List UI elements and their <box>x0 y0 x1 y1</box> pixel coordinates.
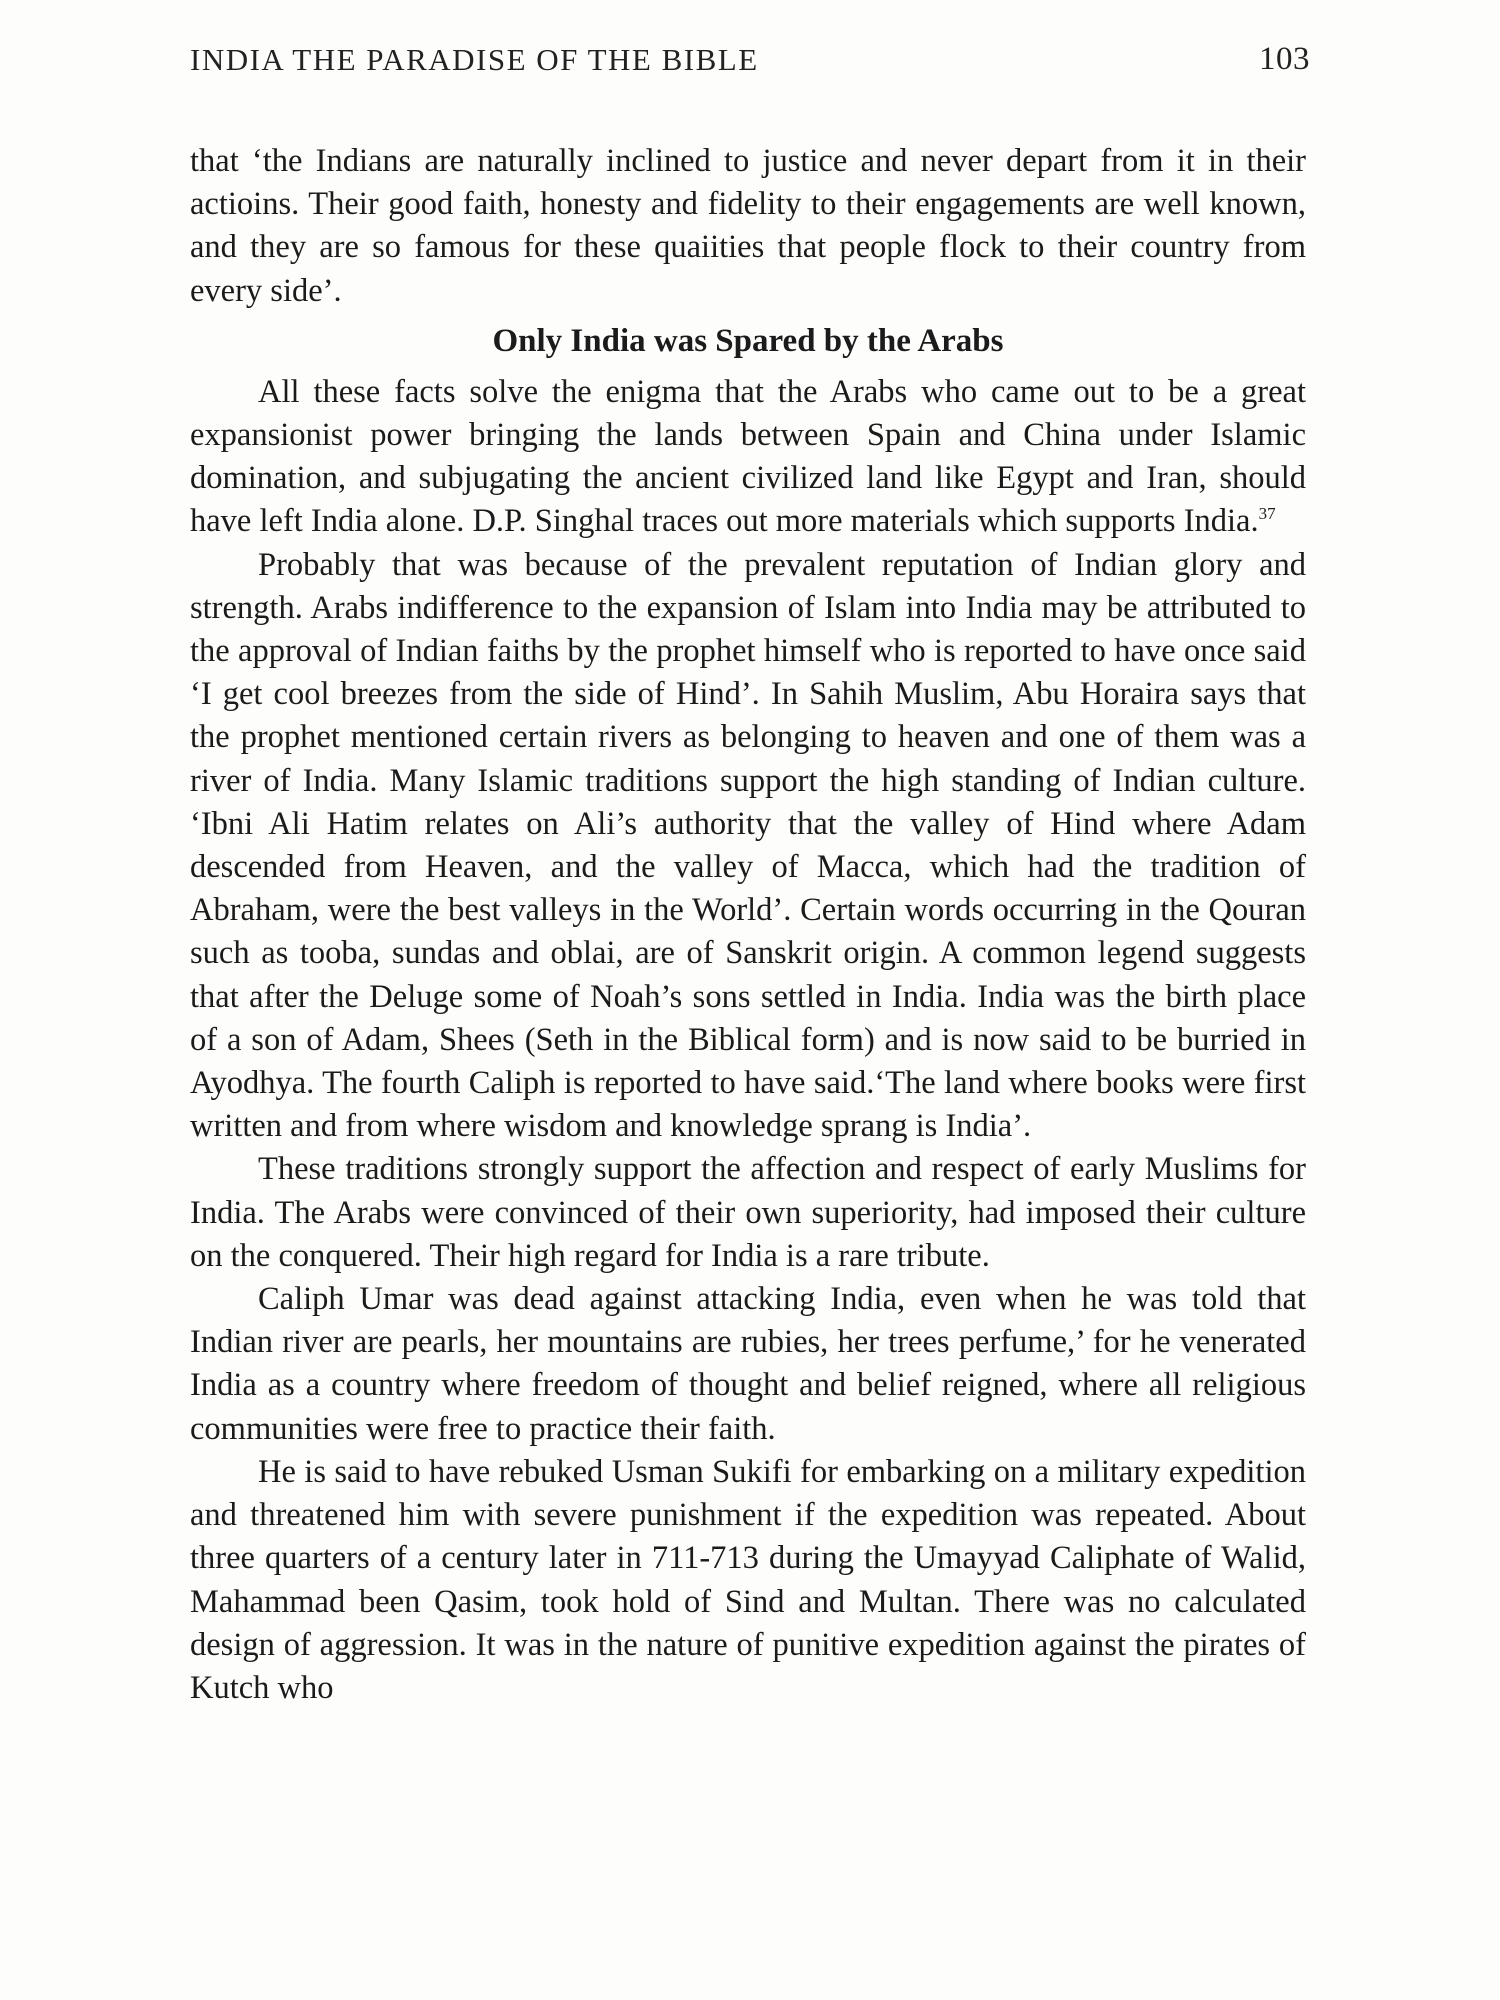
paragraph-continued <box>190 140 1306 313</box>
paragraph <box>190 1278 1306 1451</box>
paragraph-text: He is said to have rebuked Usman Sukifi for embarking on a military expedition and threatened him with severe punishment if the expedition was repeated. About three quarters of a century later in 711-713 during the Umayyad Caliphate of Walid, Mahammad been Qasim, took hold of Sind and Multan. There was no calculated design of aggression. It was in the nature of punitive expedition against the pirates of Kutch who <box>190 1453 1306 1706</box>
paragraph <box>190 544 1306 1149</box>
page-number: 103 <box>1259 41 1310 77</box>
running-title: INDIA THE PARADISE OF THE BIBLE <box>190 42 759 77</box>
paragraph <box>190 1148 1306 1278</box>
paragraph-text: Probably that was because of the prevalent reputation of Indian glory and strength. Arabs indifference to the expansion of Islam into India may be attributed to the approval of Indian faiths by the prophet himself who is reported to have once said ‘I get cool breezes from the side of Hind’. In Sahih Muslim, Abu Horaira says that the prophet mentioned certain rivers as belonging to heaven and one of them was a river of India. Many Islamic traditions support the high standing of Indian culture. ‘Ibni Ali Hatim relates on Ali’s authority that the valley of Hind where Adam descended from Heaven, and the valley of Macca, which had the tradition of Abraham, were the best valleys in the World’. Certain words occurring in the Qouran such as tooba, sundas and oblai, are of Sanskrit origin. A common legend suggests that after the Deluge some of Noah’s sons settled in India. India was the birth place of a son of Adam, Shees (Seth in the Biblical form) and is now said to be burried in Ayodhya. The fourth Caliph is reported to have said.‘The land where books were first written and from where wisdom and knowledge sprang is India’. <box>190 546 1306 1145</box>
paragraph-text: All these facts solve the enigma that the Arabs who came out to be a great expansionist power bringing the lands between Spain and China under Islamic domination, and subjugating the ancient civilized land like Egypt and Iran, should have left India alone. D.P. Singhal traces out more materials which supports India. <box>190 373 1306 540</box>
body-text <box>190 140 1306 1710</box>
paragraph-text: These traditions strongly support the affection and respect of early Muslims for India. The Arabs were convinced of their own superiority, had imposed their culture on the conquered. Their high regard for India is a rare tribute. <box>190 1151 1306 1274</box>
paragraph-text: that ‘the Indians are naturally inclined to justice and never depart from it in their actioins. Their good faith, honesty and fidelity to their engagements are well known, and they are so famous for these quaiities that people flock to their country from every side’. <box>190 143 1306 309</box>
footnote-marker: 37 <box>1258 504 1276 524</box>
paragraph <box>190 1451 1306 1710</box>
paragraph <box>190 371 1306 544</box>
paragraph-text: Caliph Umar was dead against attacking India, even when he was told that Indian river are pearls, her mountains are rubies, her trees perfume,’ for he venerated India as a country where freedom of thought and belief reigned, where all religious communities were free to practice their faith. <box>190 1281 1306 1447</box>
running-header <box>190 18 1310 78</box>
section-heading: Only India was Spared by the Arabs <box>492 322 1004 359</box>
